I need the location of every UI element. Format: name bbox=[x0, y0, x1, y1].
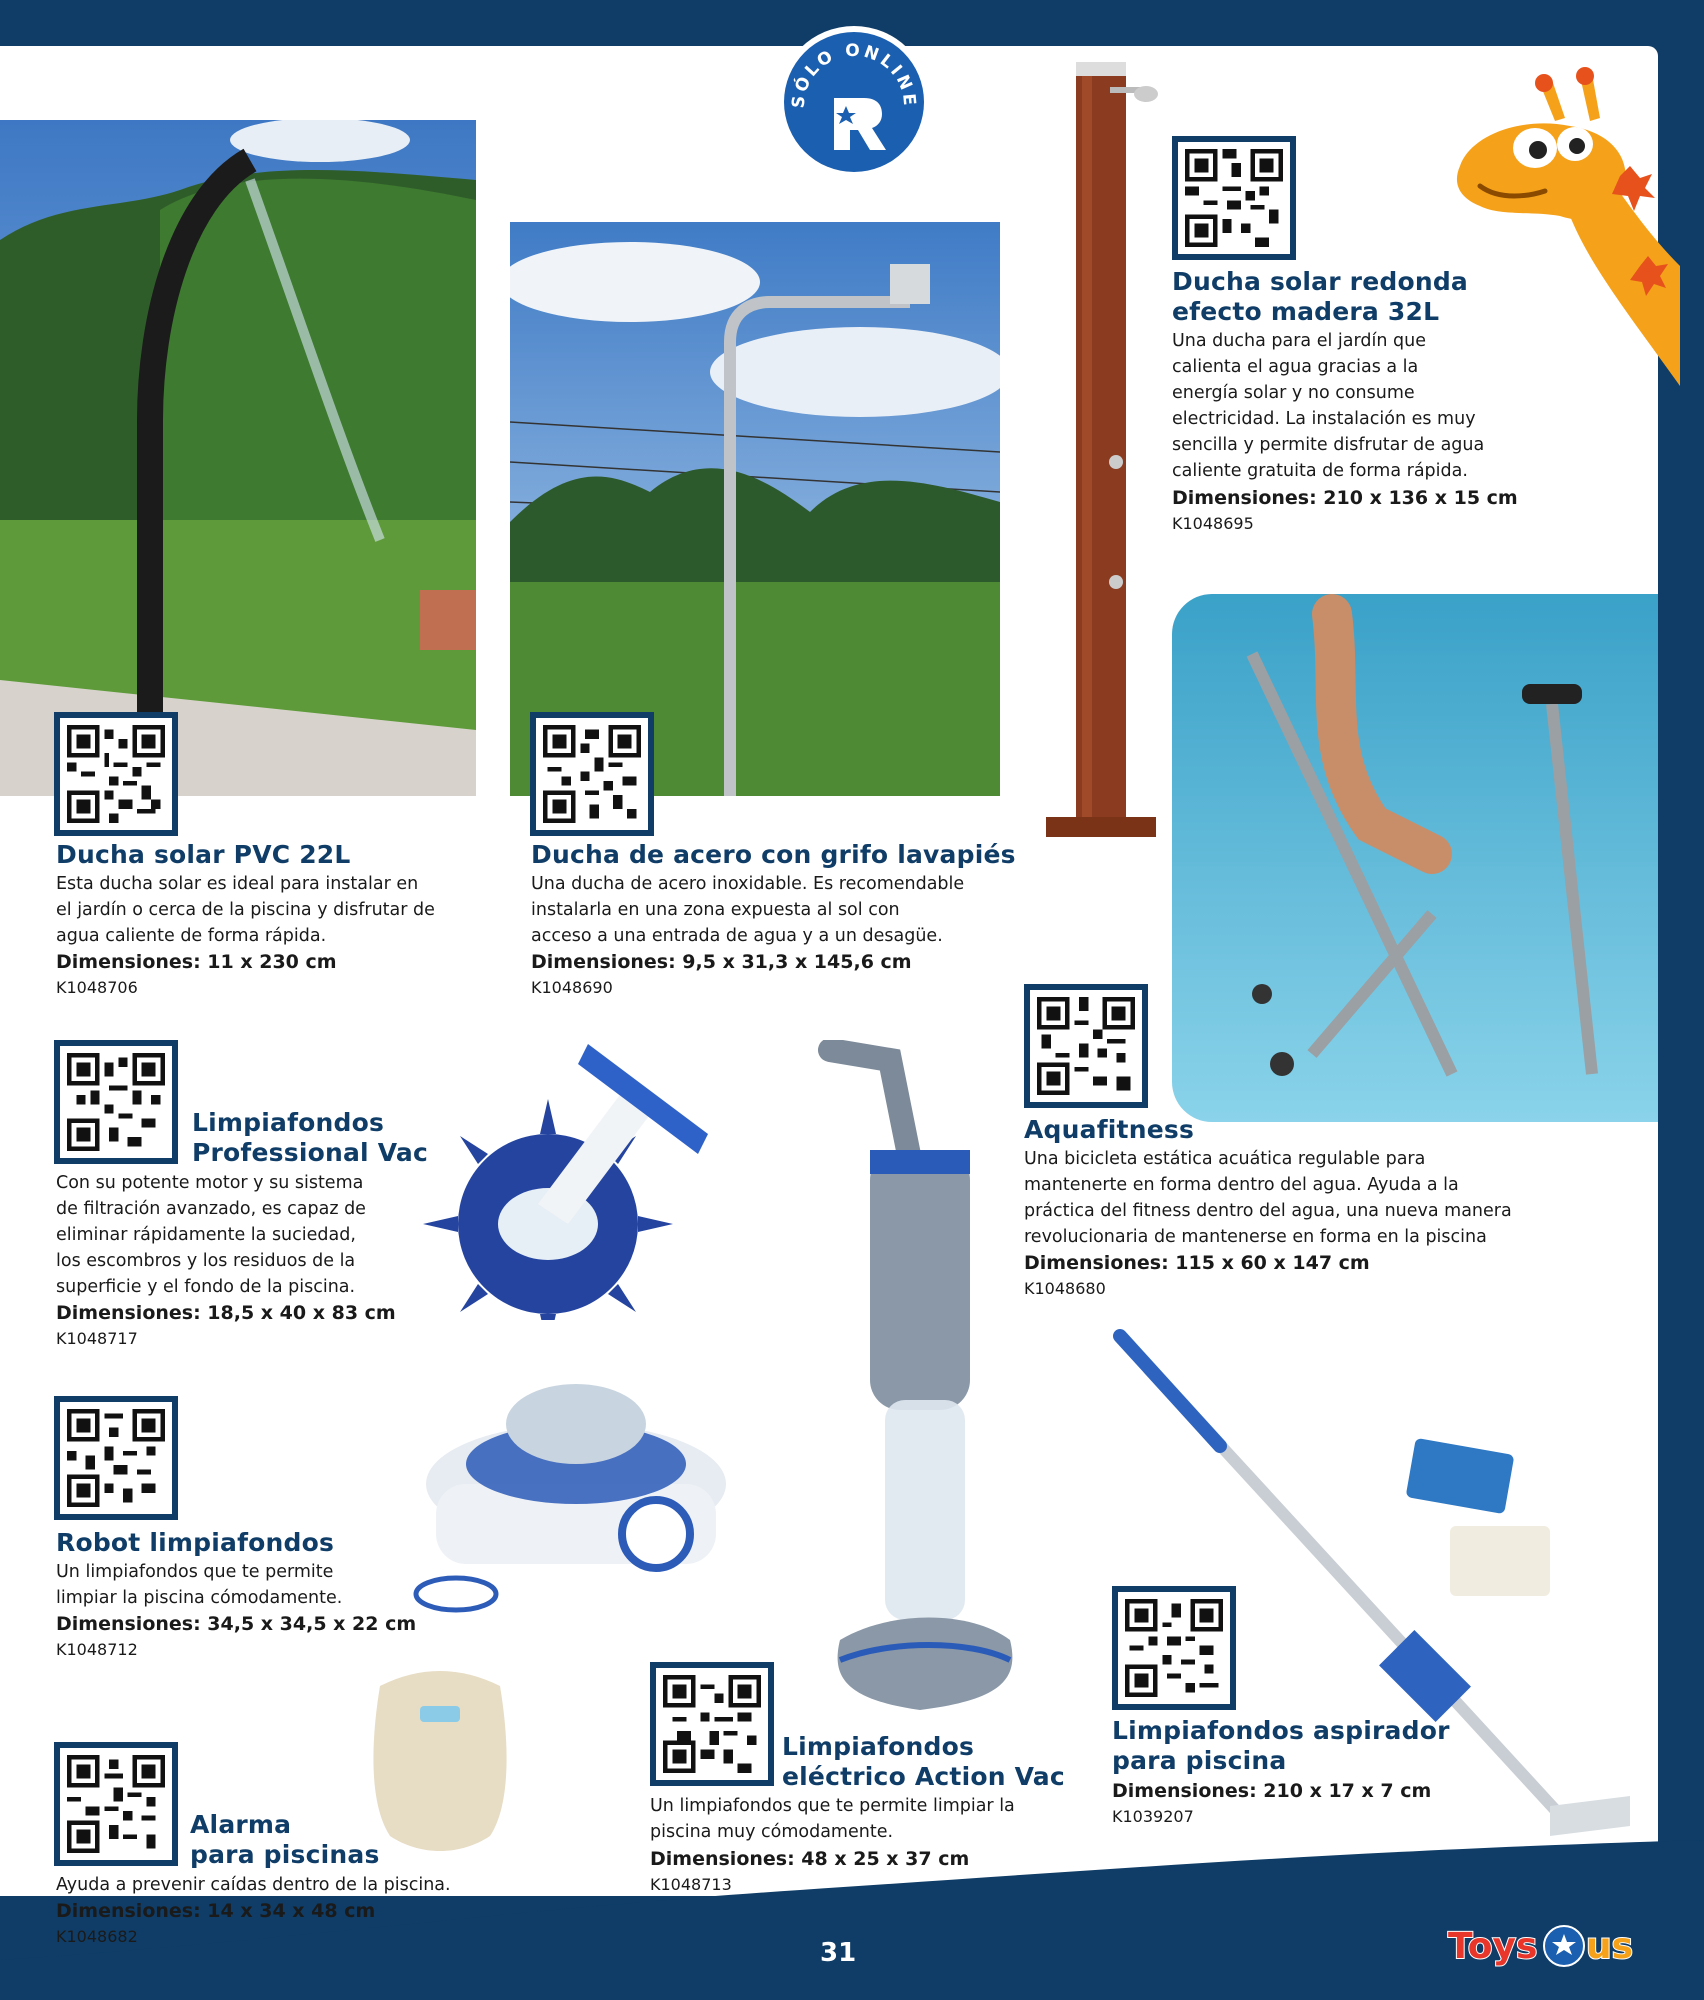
qr-code[interactable] bbox=[54, 1040, 178, 1164]
product-description: Ayuda a prevenir caídas dentro de la piscina. bbox=[56, 1875, 451, 1895]
photo-professional-vac bbox=[418, 1024, 724, 1320]
photo-ducha-madera bbox=[1046, 62, 1156, 842]
svg-text:Toys: Toys bbox=[1448, 1926, 1538, 1967]
shower-head-icon bbox=[1110, 80, 1160, 120]
product-description: Un limpiafondos que te permite limpiar la piscina cómodamente. bbox=[56, 1562, 343, 1608]
product-description: Una bicicleta estática acuática regulable para mantenerte en forma dentro del agua. Ayuda a la práctica del fitness dentro del agua, una nueva manera revolucionaria de mantenerse en forma en la piscina bbox=[1024, 1149, 1512, 1247]
product-code: K1048717 bbox=[56, 1329, 138, 1348]
product-dimensions: Dimensiones: 115 x 60 x 147 cm bbox=[1024, 1252, 1370, 1274]
badge-text: SÓLO ONLINE bbox=[788, 40, 920, 110]
product-dimensions: Dimensiones: 14 x 34 x 48 cm bbox=[56, 1900, 376, 1922]
product-description: Una ducha para el jardín que calienta el agua gracias a la energía solar y no consume electricidad. La instalación es muy sencilla y permite disfrutar de agua caliente gratuita de forma rápida. bbox=[1172, 331, 1485, 481]
product-description: Esta ducha solar es ideal para instalar en el jardín o cerca de la piscina y disfrutar de agua caliente de forma rápida. bbox=[56, 874, 435, 946]
toysrus-logo bbox=[1446, 1918, 1642, 1970]
qr-code[interactable] bbox=[650, 1662, 774, 1786]
product-title: Ducha solar redonda efecto madera 32L bbox=[1172, 267, 1468, 326]
qr-code[interactable] bbox=[1112, 1586, 1236, 1710]
product-code: K1048713 bbox=[650, 1875, 732, 1894]
product-code: K1048680 bbox=[1024, 1279, 1106, 1298]
photo-aquafitness bbox=[1172, 594, 1658, 1122]
product-code: K1048712 bbox=[56, 1640, 138, 1659]
product-description: Con su potente motor y su sistema de filtración avanzado, es capaz de eliminar rápidamente la suciedad, los escombros y los residuos de la superficie y el fondo de la piscina. bbox=[56, 1173, 366, 1297]
photo-robot-limpiafondos bbox=[376, 1364, 746, 1620]
product-title: Alarma para piscinas bbox=[190, 1810, 380, 1869]
qr-code[interactable] bbox=[1024, 984, 1148, 1108]
product-dimensions: Dimensiones: 210 x 17 x 7 cm bbox=[1112, 1780, 1432, 1802]
photo-ducha-acero bbox=[510, 222, 1000, 796]
product-title: Limpiafondos eléctrico Action Vac bbox=[782, 1732, 1065, 1791]
product-dimensions: Dimensiones: 210 x 136 x 15 cm bbox=[1172, 487, 1518, 509]
product-description: Un limpiafondos que te permite limpiar la piscina muy cómodamente. bbox=[650, 1796, 1015, 1842]
product-dimensions: Dimensiones: 11 x 230 cm bbox=[56, 951, 337, 973]
product-dimensions: Dimensiones: 18,5 x 40 x 83 cm bbox=[56, 1302, 396, 1324]
product-code: K1048706 bbox=[56, 978, 138, 997]
qr-code[interactable] bbox=[54, 712, 178, 836]
product-code: K1048690 bbox=[531, 978, 613, 997]
solo-online-badge bbox=[776, 24, 932, 180]
qr-code[interactable] bbox=[54, 1742, 178, 1866]
product-code: K1048682 bbox=[56, 1927, 138, 1946]
svg-text:us: us bbox=[1586, 1926, 1634, 1967]
product-dimensions: Dimensiones: 9,5 x 31,3 x 145,6 cm bbox=[531, 951, 912, 973]
product-title: Ducha de acero con grifo lavapiés bbox=[531, 840, 1016, 869]
product-dimensions: Dimensiones: 48 x 25 x 37 cm bbox=[650, 1848, 970, 1870]
product-title: Robot limpiafondos bbox=[56, 1528, 335, 1557]
page-number: 31 bbox=[820, 1938, 857, 1968]
qr-code[interactable] bbox=[54, 1396, 178, 1520]
product-title: Limpiafondos aspirador para piscina bbox=[1112, 1716, 1450, 1775]
product-title: Aquafitness bbox=[1024, 1115, 1195, 1144]
photo-ducha-pvc bbox=[0, 120, 476, 796]
product-dimensions: Dimensiones: 34,5 x 34,5 x 22 cm bbox=[56, 1613, 417, 1635]
qr-code[interactable] bbox=[530, 712, 654, 836]
photo-action-vac bbox=[810, 1040, 1036, 1720]
product-code: K1039207 bbox=[1112, 1807, 1194, 1826]
photo-alarma bbox=[360, 1666, 520, 1856]
product-code: K1048695 bbox=[1172, 514, 1254, 533]
product-title: Limpiafondos Professional Vac bbox=[192, 1108, 428, 1167]
qr-code[interactable] bbox=[1172, 136, 1296, 260]
product-description: Una ducha de acero inoxidable. Es recomendable instalarla en una zona expuesta al sol con acceso a una entrada de agua y a un desagüe. bbox=[531, 874, 965, 946]
product-title: Ducha solar PVC 22L bbox=[56, 840, 351, 869]
